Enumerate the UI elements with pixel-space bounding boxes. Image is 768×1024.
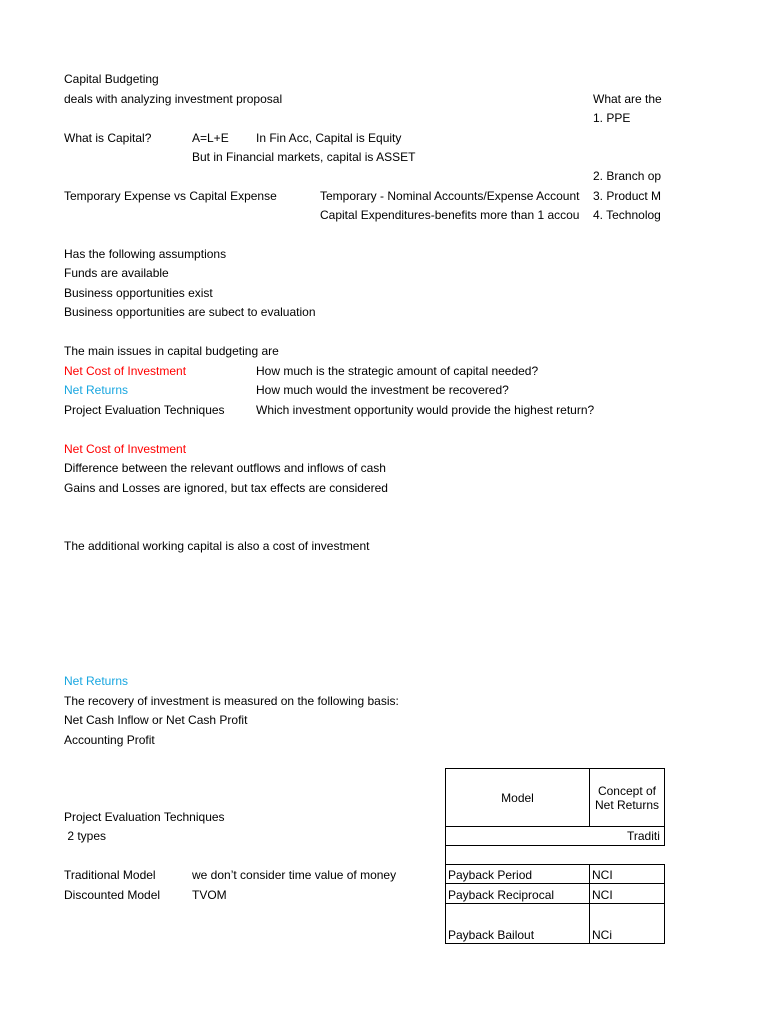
table-header-model: Model — [446, 769, 590, 827]
model-desc: we don’t consider time value of money — [192, 868, 397, 882]
net-returns-line: Accounting Profit — [64, 733, 155, 747]
issue-term-pet: Project Evaluation Techniques — [64, 403, 225, 417]
model-name-discounted: Discounted Model — [64, 888, 161, 902]
capital-formula: A=L+E — [192, 131, 229, 145]
table-row-model: Payback Period — [446, 865, 590, 884]
right-question: What are the — [593, 92, 662, 106]
issue-desc: Which investment opportunity would provide the highest return? — [256, 403, 595, 417]
right-item-4: 4. Technolog — [593, 208, 661, 222]
capital-question: What is Capital? — [64, 131, 152, 145]
issue-desc: How much would the investment be recovered? — [256, 383, 509, 397]
table-row-model: Payback Reciprocal — [446, 884, 590, 904]
capital-fin-acc: In Fin Acc, Capital is Equity — [256, 131, 402, 145]
nci-line: Gains and Losses are ignored, but tax effects are considered — [64, 481, 388, 495]
table-row-model: Payback Bailout — [446, 904, 590, 944]
issue-term-net-returns: Net Returns — [64, 383, 129, 397]
table-header-concept-line1: Concept of — [597, 783, 657, 798]
expense-temporary: Temporary - Nominal Accounts/Expense Account — [320, 189, 580, 203]
nci-working-capital: The additional working capital is also a cost of investment — [64, 539, 370, 553]
table-group-row — [446, 827, 665, 846]
issue-term-net-cost: Net Cost of Investment — [64, 364, 187, 378]
issue-desc: How much is the strategic amount of capital needed? — [256, 364, 539, 378]
right-item-2: 2. Branch op — [593, 169, 662, 183]
table-row-concept: NCI — [590, 884, 665, 904]
doc-intro: deals with analyzing investment proposal — [64, 92, 283, 106]
expense-capital: Capital Expenditures-benefits more than 1 accou — [320, 208, 580, 222]
issues-title: The main issues in capital budgeting are — [64, 344, 279, 358]
table-row-concept: NCi — [590, 904, 665, 944]
evaluation-table — [445, 768, 665, 944]
pet-title: Project Evaluation Techniques — [64, 810, 225, 824]
table-group-label: Traditi — [627, 829, 660, 843]
net-returns-line: The recovery of investment is measured on the following basis: — [64, 694, 399, 708]
pet-types: 2 types — [64, 829, 107, 843]
assumptions-title: Has the following assumptions — [64, 247, 227, 261]
model-name-traditional: Traditional Model — [64, 868, 156, 882]
assumption-item: Business opportunities exist — [64, 286, 213, 300]
table-spacer-row — [446, 846, 665, 865]
nci-line: Difference between the relevant outflows and inflows of cash — [64, 461, 386, 475]
table-header-concept-line2: Net Returns — [594, 797, 660, 812]
capital-fin-markets: But in Financial markets, capital is ASSET — [192, 150, 416, 164]
table-row-concept: NCI — [590, 865, 665, 884]
expense-label: Temporary Expense vs Capital Expense — [64, 189, 277, 203]
net-returns-line: Net Cash Inflow or Net Cash Profit — [64, 713, 248, 727]
nci-title: Net Cost of Investment — [64, 442, 187, 456]
right-item-1: 1. PPE — [593, 111, 631, 125]
table-header-concept — [590, 769, 665, 827]
model-desc: TVOM — [192, 888, 227, 902]
assumption-item: Funds are available — [64, 266, 169, 280]
doc-heading: Capital Budgeting — [64, 72, 159, 86]
right-item-3: 3. Product M — [593, 189, 662, 203]
net-returns-title: Net Returns — [64, 674, 129, 688]
assumption-item: Business opportunities are subect to evaluation — [64, 305, 316, 319]
